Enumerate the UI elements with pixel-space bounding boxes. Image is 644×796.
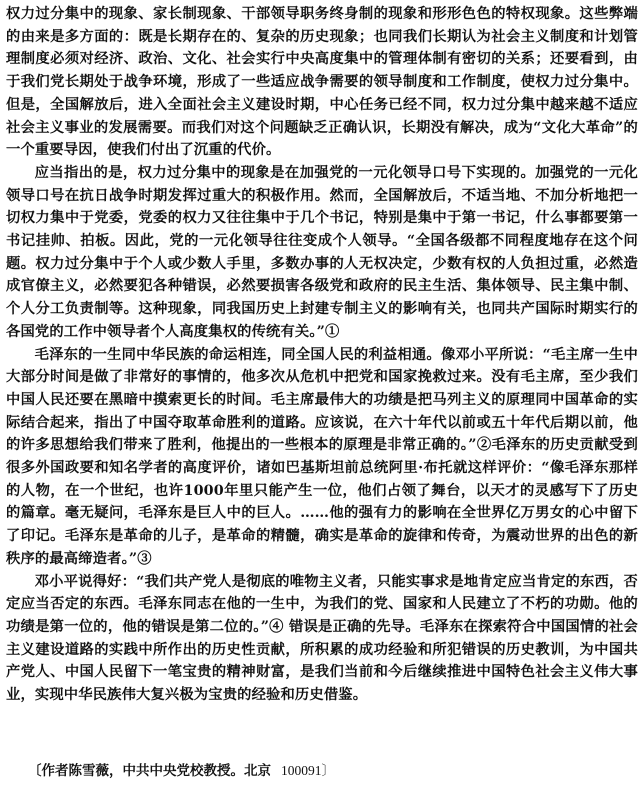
byline-zip: 100091〕 [281,763,335,778]
paragraph-2: 应当指出的是，权力过分集中的现象是在加强党的一元化领导口号下实现的。加强党的一元化领导口号在抗日战争时期发挥过重大的积极作用。然而，全国解放后，不适当地、不加分析地把一切权力集中于党委，党委的权力又往往集中于几个书记，特别是集中于第一书记，什么事都要第一书记挂帅、拍板。因此，党的一元化领导往往变成个人领导。“全国各级都不同程度地存在这个问题。权力过分集中于个人或少数人手里，多数办事的人无权决定，少数有权的人负担过重，必然造成官僚主义，必然要犯各种错误，必然要损害各级党和政府的民主生活、集体领导、民主集中制、个人分工负责制等。这种现象，同我国历史上封建专制主义的影响有关，也同共产国际时期实行的各国党的工作中领导者个人高度集权的传统有关。”① [6,164,638,340]
paragraph-4: 邓小平说得好：“我们共产党人是彻底的唯物主义者，只能实事求是地肯定应当肯定的东西，否定应当否定的东西。毛泽东同志在他的一生中，为我们的党、国家和人民建立了不朽的功勋。他的功绩是第一位的，他的错误是第二位的。”④ 错误是正确的先导。毛泽东在探索符合中国国情的社会主义建设道路的实践中所作出的历史性贡献，所积累的成功经验和所犯错误的历史教训，为中国共产党人、中国人民留下一笔宝贵的精神财富，是我们当前和今后继续推进中国特色社会主义伟大事业，实现中华民族伟大复兴极为宝贵的经验和历史借鉴。 [6,573,638,704]
paragraph-1: 权力过分集中的现象、家长制现象、干部领导职务终身制的现象和形形色色的特权现象。这些弊端的由来是多方面的：既是长期存在的、复杂的历史现象；也同我们长期认为社会主义制度和计划管理制度必须对经济、政治、文化、社会实行中央高度集中的管理体制有密切的关系；还要看到，由于我们党长期处于战争环境，形成了一些适应战争需要的领导制度和工作制度，使权力过分集中。但是，全国解放后，进入全面社会主义建设时期，中心任务已经不同，权力过分集中越来越不适应社会主义事业的发展需要。而我们对这个问题缺乏正确认识，长期没有解决，成为“文化大革命”的一个重要导因，使我们付出了沉重的代价。 [6,6,638,159]
author-byline [28,759,335,779]
byline-text: 〔作者陈雪薇，中共中央党校教授。北京 [28,763,271,779]
paragraph-3: 毛泽东的一生同中华民族的命运相连，同全国人民的利益相通。像邓小平所说：“毛主席一生中大部分时间是做了非常好的事情的，他多次从危机中把党和国家挽救过来。没有毛主席，至少我们中国人民还要在黑暗中摸索更长的时间。毛主席最伟大的功绩是把马列主义的原理同中国革命的实际结合起来，指出了中国夺取革命胜利的道路。应该说，在六十年代以前或五十年代后期以前，他的许多思想给我们带来了胜利，他提出的一些根本的原理是非常正确的。”②毛泽东的历史贡献受到很多外国政要和知名学者的高度评价，诸如巴基斯坦前总统阿里·布托就这样评价：“像毛泽东那样的人物，在一个世纪，也许1000年里只能产生一位，他们占领了舞台，以天才的灵感写下了历史的篇章。毫无疑问，毛泽东是巨人中的巨人。……他的强有力的影响在全世界亿万男女的心中留下了印记。毛泽东是革命的儿子，是革命的精髓，确实是革命的旋律和传奇，为震动世界的出色的新秩序的最高缔造者。”③ [6,346,638,567]
